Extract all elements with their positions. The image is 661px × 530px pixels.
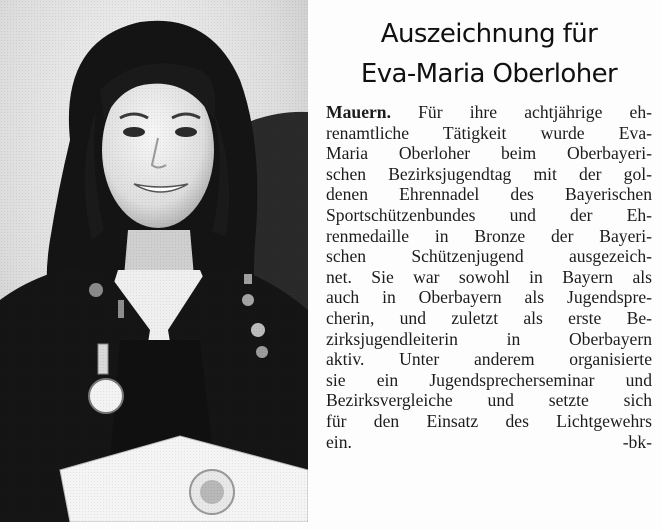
body-line-5: denen Ehrennadel des Bayerischen: [326, 184, 652, 205]
body-line-15: Bezirksvergleiche und setzte sich: [326, 390, 652, 411]
body-line-4: schen Bezirksjugendtag mit der gol-: [326, 163, 652, 184]
body-line-1-text: Für ihre achtjährige eh-: [391, 102, 652, 122]
body-line-9: net. Sie war sowohl in Bayern als: [326, 266, 652, 287]
article-closing: ein.: [326, 431, 352, 452]
body-line-12: zirksjugendleiterin in Oberbayern: [326, 328, 652, 349]
body-line-7: renmedaille in Bronze der Bayeri-: [326, 225, 652, 246]
article-dateline: Mauern.: [326, 102, 391, 122]
body-line-10: auch in Oberbayern als Jugendspre-: [326, 287, 652, 308]
body-line-13: aktiv. Unter anderem organisierte: [326, 349, 652, 370]
portrait-photo: [0, 0, 308, 522]
article-body: [326, 102, 652, 452]
body-line-8: schen Schützenjugend ausgezeich-: [326, 246, 652, 267]
body-line-14: sie ein Jugendsprecherseminar und: [326, 369, 652, 390]
body-line-17: [326, 432, 652, 453]
body-line-6: Sportschützenbundes und der Eh-: [326, 204, 652, 225]
article-byline: -bk-: [622, 431, 652, 452]
body-line-3: Maria Oberloher beim Oberbayeri-: [326, 143, 652, 164]
body-line-16: für den Einsatz des Lichtgewehrs: [326, 410, 652, 431]
headline-line-2: Eva-Maria Oberloher: [360, 59, 618, 89]
headline-line-1: Auszeichnung für: [380, 19, 598, 49]
body-line-2: renamtliche Tätigkeit wurde Eva-: [326, 122, 652, 143]
article: [326, 14, 652, 452]
article-headline: [326, 14, 652, 94]
body-line-1: [326, 102, 652, 123]
body-line-11: cherin, und zuletzt als erste Be-: [326, 307, 652, 328]
